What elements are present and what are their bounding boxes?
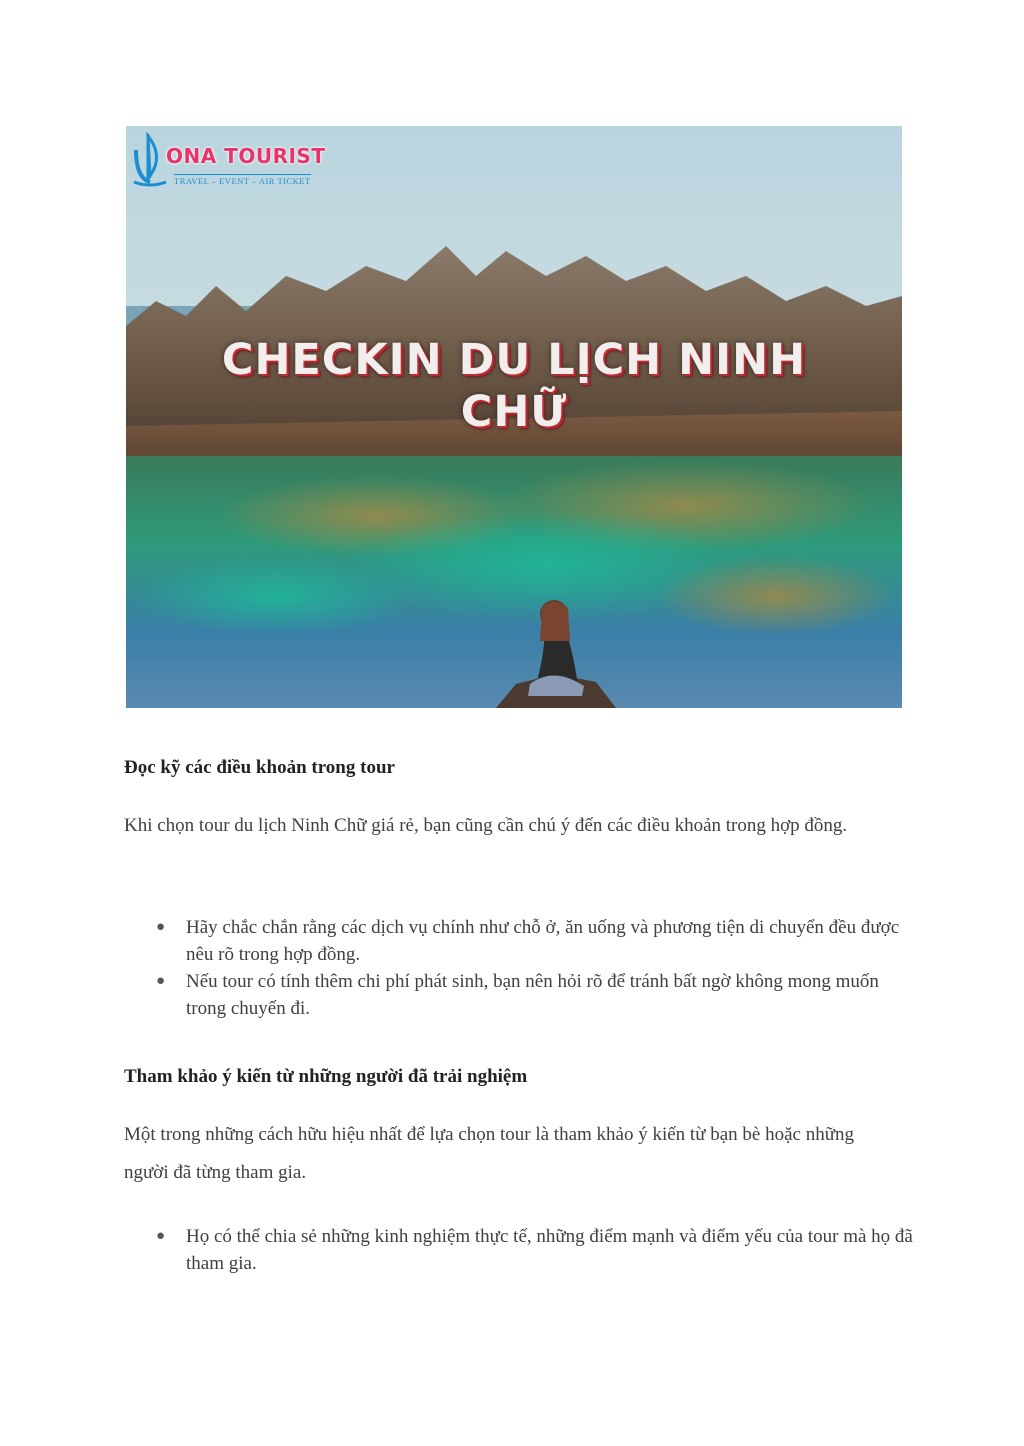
dona-tourist-logo [130,130,330,192]
bullet-dot: ● [156,1228,166,1244]
section-paragraph-terms: Khi chọn tour du lịch Ninh Chữ giá rẻ, bạn cũng cần chú ý đến các điều khoản trong hợp đồng. [124,815,848,836]
hero-title [126,334,902,438]
bullet-list-reviews [124,1223,914,1277]
bullet-list-terms [124,914,914,1022]
sailboat-icon [130,130,170,190]
section-heading-terms: Đọc kỹ các điều khoản trong tour [124,757,395,778]
list-item [124,1223,914,1277]
bullet-dot: ● [156,919,166,935]
hero-title-line-1: CHECKIN DU LỊCH NINH [221,335,807,385]
hero-title-line-2: CHỮ [460,387,568,437]
logo-tagline: TRAVEL – EVENT – AIR TICKET [174,176,311,186]
list-item [124,968,914,1022]
list-item-text: Nếu tour có tính thêm chi phí phát sinh, bạn nên hỏi rõ để tránh bất ngờ không mong muốn trong chuyến đi. [186,971,879,1019]
hero-image [126,126,902,708]
section-paragraph-reviews: Một trong những cách hữu hiệu nhất để lựa chọn tour là tham khảo ý kiến từ bạn bè hoặc những người đã từng tham gia. [124,1124,855,1183]
list-item-text: Họ có thể chia sẻ những kinh nghiệm thực tế, những điểm mạnh và điểm yếu của tour mà họ đã tham gia. [186,1226,913,1274]
list-item-text: Hãy chắc chắn rằng các dịch vụ chính như chỗ ở, ăn uống và phương tiện di chuyển đều được nêu rõ trong hợp đồng. [186,917,900,965]
section-heading-reviews: Tham khảo ý kiến từ những người đã trải nghiệm [124,1066,528,1087]
bullet-dot: ● [156,973,166,989]
logo-name: ONA TOURIST [166,144,326,168]
list-item [124,914,914,968]
